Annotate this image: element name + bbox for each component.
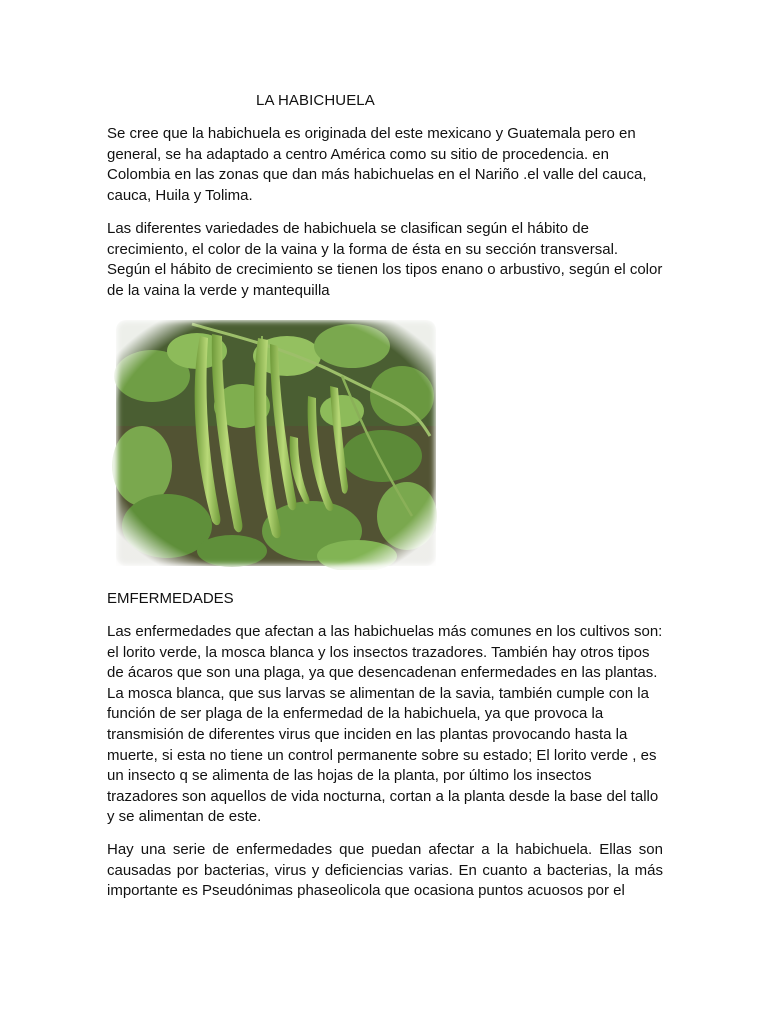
paragraph-disease-causes: Hay una serie de enfermedades que puedan afectar a la habichuela. Ellas son causadas por bacterias, virus y deficiencias varias. En cuanto a bacterias, la más importante es Pseudónimas phaseolicola que ocasiona puntos acuosos por el xyxy=(107,841,663,900)
document-title: LA HABICHUELA xyxy=(256,92,375,109)
paragraph-common-diseases: Las enfermedades que afectan a las habichuelas más comunes en los cultivos son: el lorito verde, la mosca blanca y los insectos trazadores. También hay otros tipos de ácaros que son una plaga, ya que desencadenan enfermedades en las plantas. La mosca blanca, que sus larvas se alimentan de la savia, también cumple con la función de ser plaga de la enfermedad de la habichuela, ya que provoca la transmisión de diferentes virus que inciden en las plantas provocando hasta la muerte, si esta no tiene un control permanente sobre su estado; El lorito verde , es un insecto q se alimenta de las hojas de la planta, por último los insectos trazadores son aquellos de vida nocturna, cortan a la planta desde la base del tallo y se alimentan de este. xyxy=(107,623,663,826)
section-heading-diseases: EMFERMEDADES xyxy=(107,590,234,607)
paragraph-origin: Se cree que la habichuela es originada del este mexicano y Guatemala pero en general, se ha adaptado a centro América como su sitio de procedencia. en Colombia en las zonas que dan más habichuelas en el Nariño .el valle del cauca, cauca, Huila y Tolima. xyxy=(107,125,647,204)
bean-plant-photo xyxy=(112,316,440,570)
paragraph-varieties: Las diferentes variedades de habichuela se clasifican según el hábito de crecimiento, el color de la vaina y la forma de ésta en su sección transversal. Según el hábito de crecimiento se tienen los tipos enano o arbustivo, según el color de la vaina la verde y mantequilla xyxy=(107,220,663,299)
